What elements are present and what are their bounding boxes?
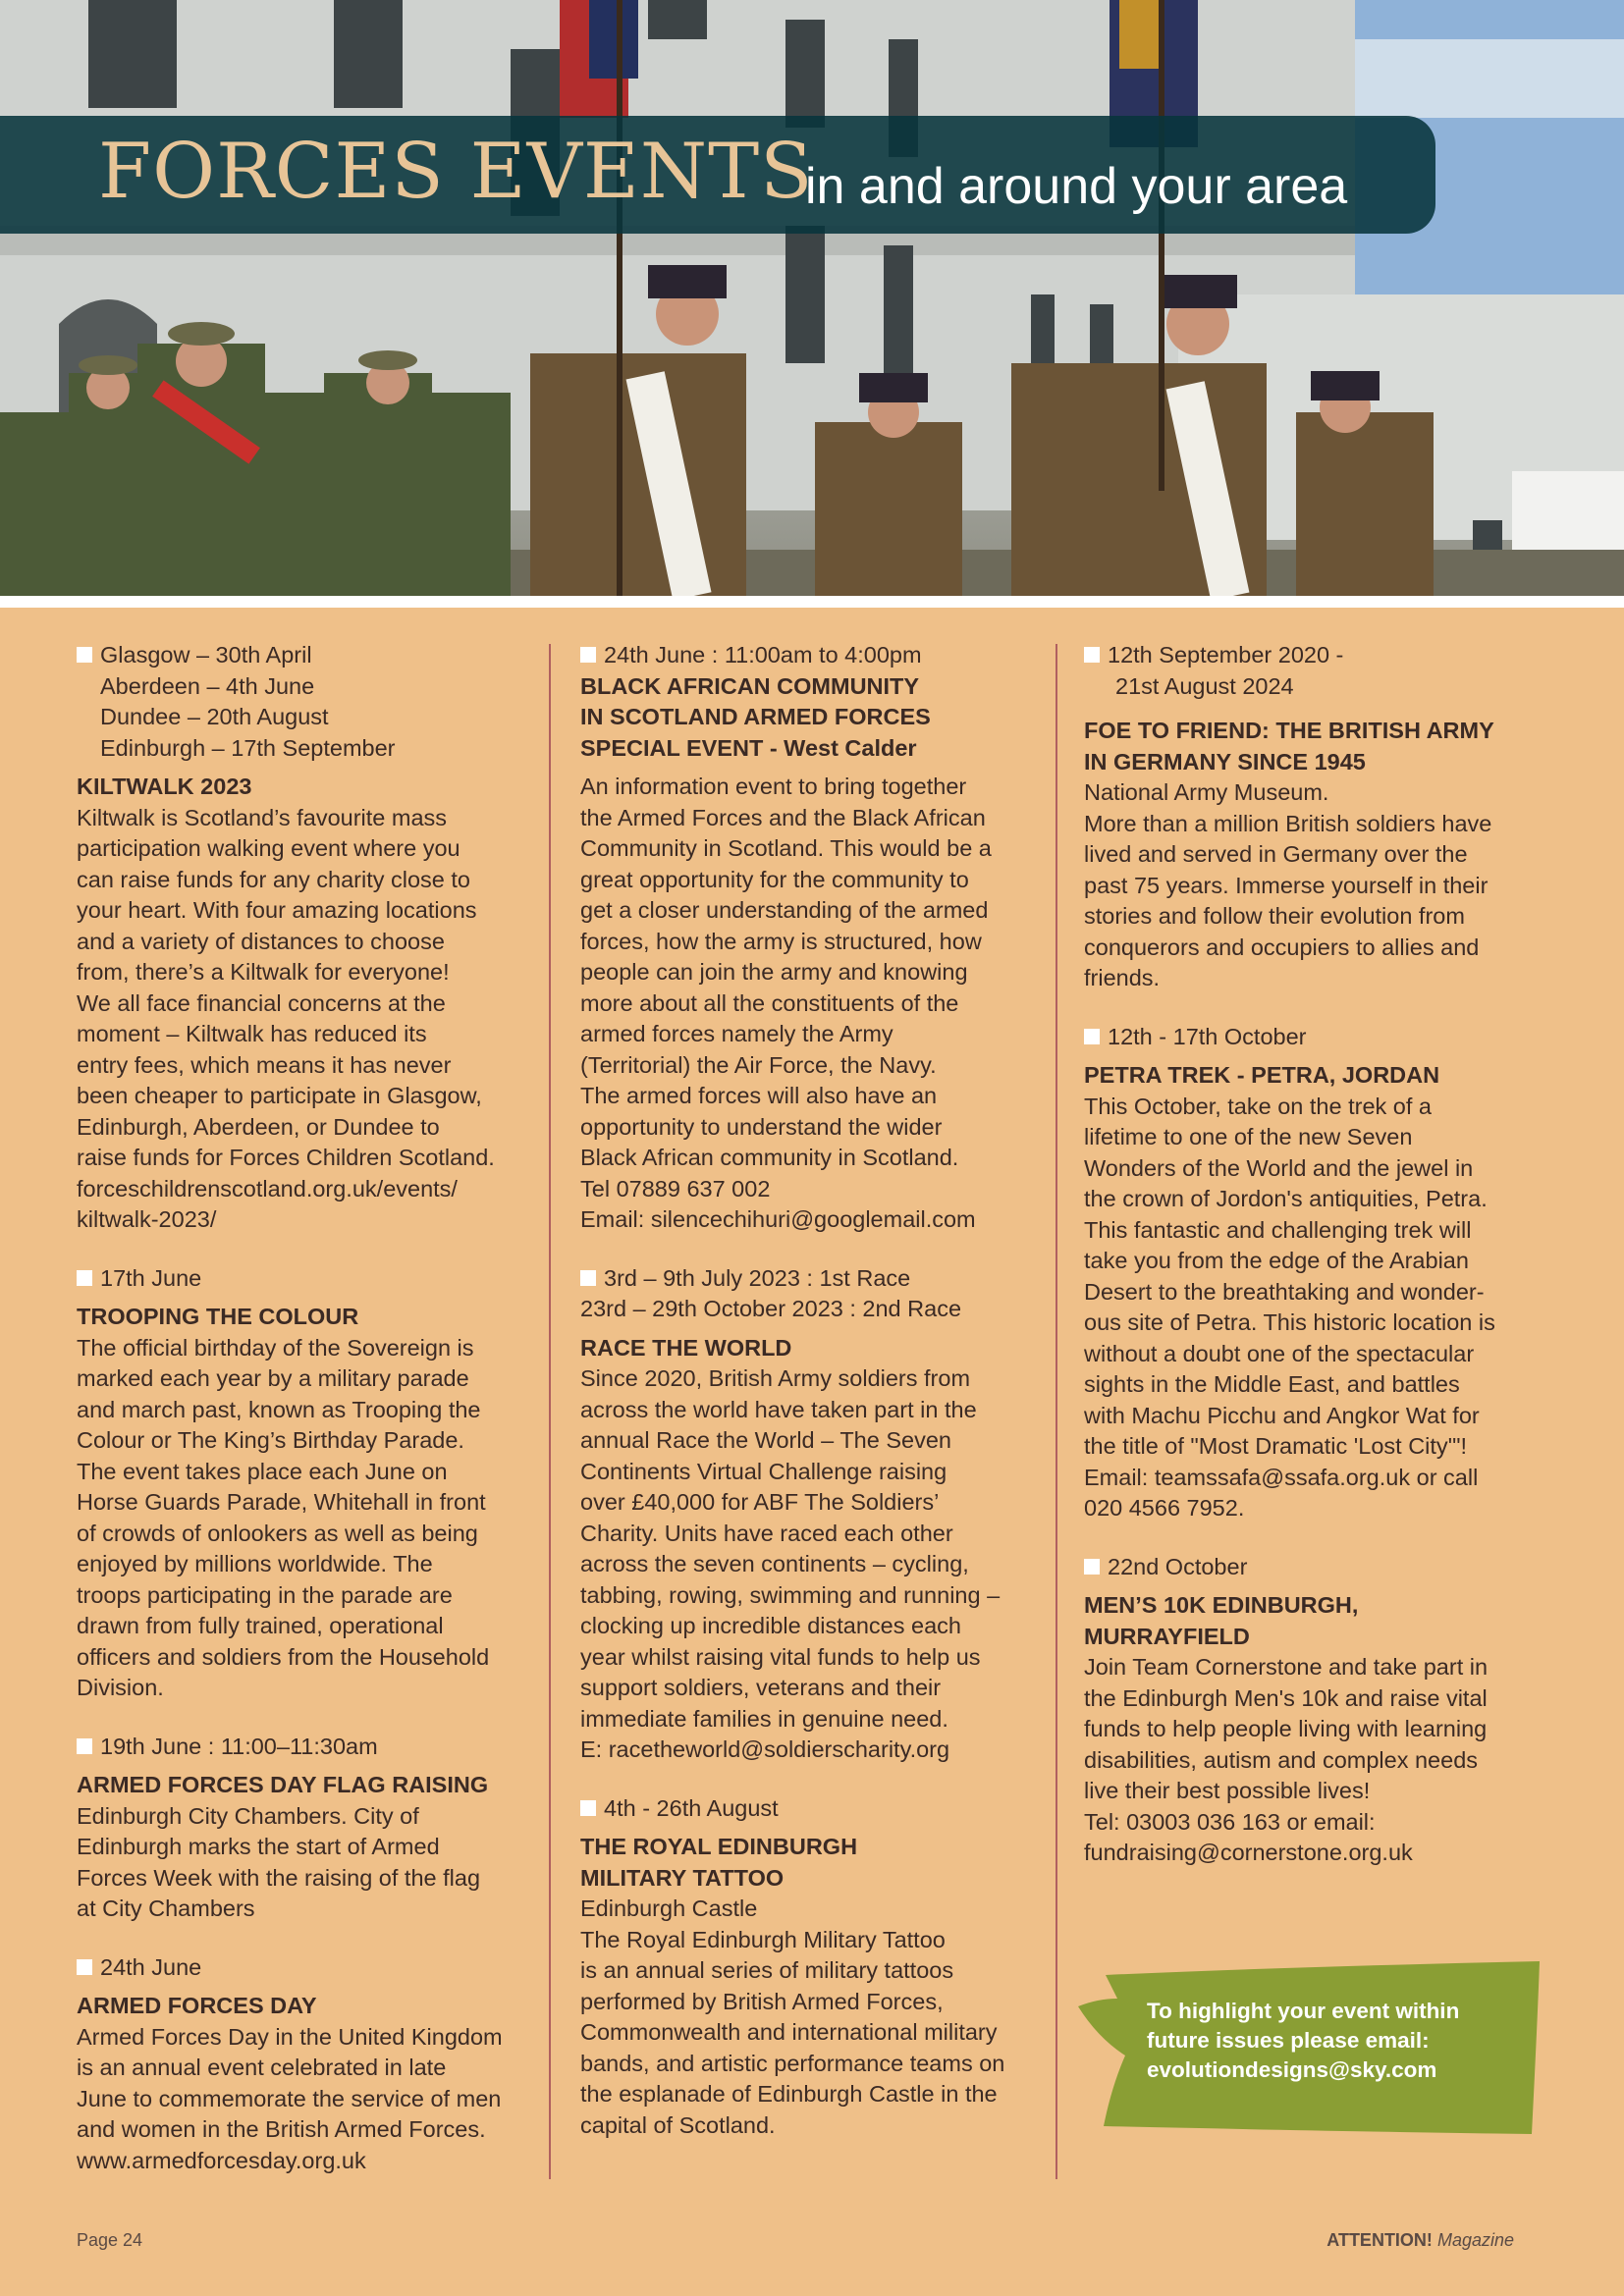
header-divider [0,596,1624,608]
event-date: 19th June : 11:00–11:30am [77,1732,538,1763]
event-date: 12th September 2020 - 21st August 2024 [1084,640,1545,702]
event-title: ARMED FORCES DAY [77,1993,317,2018]
event-title: THE ROYAL EDINBURGH MILITARY TATTOO [580,1834,858,1891]
events-column-1 [77,640,538,2204]
event-title: KILTWALK 2023 [77,774,252,799]
bullet-square-icon [1084,1029,1100,1044]
bullet-square-icon [1084,647,1100,663]
bullet-square-icon [77,1738,92,1754]
bullet-square-icon [580,1270,596,1286]
header-photo [0,0,1624,596]
event-description: Armed Forces Day in the United Kingdom is an annual event celebrated in late June to commemorate the service of men and women in the British Armed Forces. www.armedforcesday.org.uk [77,2022,538,2177]
event-date: Glasgow – 30th April Aberdeen – 4th June Dundee – 20th August Edinburgh – 17th September [77,640,538,764]
event-title: BLACK AFRICAN COMMUNITY IN SCOTLAND ARMED FORCES SPECIAL EVENT - West Calder [580,672,931,761]
event-description: Join Team Cornerstone and take part in the Edinburgh Men's 10k and raise vital funds to help people living with learning disabilities, autism and complex needs live their best possible lives! Tel: 03003 036 163 or email: fundraising@cornerstone.org.uk [1084,1652,1545,1869]
event-title: PETRA TREK - PETRA, JORDAN [1084,1062,1440,1088]
bullet-square-icon [77,1270,92,1286]
event-title: TROOPING THE COLOUR [77,1304,359,1329]
callout-message: To highlight your event within future issues please email: evolutiondesigns@sky.com [1147,1997,1520,2085]
event-description: Edinburgh City Chambers. City of Edinburgh marks the start of Armed Forces Week with the raising of the flag at City Chambers [77,1802,481,1921]
event-foe-to-friend [1084,640,1545,994]
event-military-tattoo [580,1793,1049,2142]
event-title: ARMED FORCES DAY FLAG RAISING [77,1772,489,1797]
event-link[interactable]: forceschildrenscotland.org.uk/events/ [77,1175,458,1201]
event-trooping-the-colour [77,1263,538,1704]
bullet-square-icon [77,647,92,663]
event-black-african-community [580,640,1049,1236]
event-date: 22nd October [1084,1552,1545,1583]
page-number: Page 24 [77,2230,143,2250]
event-email[interactable]: Email: silencechihuri@googlemail.com [580,1206,976,1232]
event-description: An information event to bring together the Armed Forces and the Black African Community in Scotland. This would be a great opportunity for the community to get a closer understanding of the armed forces, how the army is structured, how people can join the army and knowing more about all the constituents of the armed forces namely the Army (Territorial) the Air Force, the Navy. The armed forces will also have an opportunity to understand the wider Black African community in Scotland. Tel 07889 637 002 Email: silencechihuri@googlemail.com [580,772,1049,1236]
event-armed-forces-day [77,1952,538,2177]
event-date: 24th June : 11:00am to 4:00pm [580,640,1049,671]
column-divider [549,644,551,2179]
event-title: MEN’S 10K EDINBURGH, MURRAYFIELD [1084,1592,1359,1649]
event-mens-10k [1084,1552,1545,1869]
bullet-square-icon [77,1959,92,1975]
bullet-square-icon [1084,1559,1100,1575]
event-date: 12th - 17th October [1084,1022,1545,1053]
events-column-2 [580,640,1049,2168]
event-title: RACE THE WORLD [580,1334,792,1361]
column-divider [1056,644,1057,2179]
event-email[interactable]: fundraising@cornerstone.org.uk [1084,1840,1413,1865]
event-description: National Army Museum. More than a million British soldiers have lived and served in Germany over the past 75 years. Immerse yourself in their stories and follow their evolution from conquerors and occupiers to allies and friends. [1084,779,1492,990]
event-date: 3rd – 9th July 2023 : 1st Race [580,1263,1049,1295]
event-date: 17th June [77,1263,538,1295]
magazine-name: ATTENTION! Magazine [1326,2230,1514,2250]
bullet-square-icon [580,1800,596,1816]
callout-email[interactable]: evolutiondesigns@sky.com [1147,2057,1437,2082]
page-title: FORCES EVENTS [98,128,814,216]
events-column-3 [1084,640,1545,1896]
event-race-the-world [580,1263,1049,1766]
event-date: 4th - 26th August [580,1793,1049,1825]
bullet-square-icon [580,647,596,663]
event-link[interactable]: www.armedforcesday.org.uk [77,2147,366,2173]
event-title: FOE TO FRIEND: THE BRITISH ARMY IN GERMANY SINCE 1945 [1084,718,1494,774]
event-description: The official birthday of the Sovereign is marked each year by a military parade and march past, known as Trooping the Colour or The King’s Birthday Parade. The event takes place each June on Horse Guards Parade, Whitehall in front of crowds of onlookers as well as being enjoyed by millions worldwide. The troops participating in the parade are drawn from fully trained, operational officers and soldiers from the Household Division. [77,1334,490,1700]
event-description: Since 2020, British Army soldiers from across the world have taken part in the annual Race the World – The Seven Continents Virtual Challenge raising over £40,000 for ABF The Soldiers’ Charity. Units have raced each other across the seven continents – cycling, tabbing, rowing, swimming and running – clocking up incredible distances each year whilst raising vital funds to help us support soldiers, veterans and their immediate families in genuine need. E: racetheworld@soldierscharity.org [580,1363,1049,1766]
event-date: 24th June [77,1952,538,1984]
parade-photo-illustration [0,0,1624,596]
event-date-secondary: 23rd – 29th October 2023 : 2nd Race [580,1296,962,1321]
event-petra-trek [1084,1022,1545,1524]
event-flag-raising [77,1732,538,1925]
event-email[interactable]: Email: teamssafa@ssafa.org.uk or call [1084,1464,1479,1490]
event-link[interactable]: kiltwalk-2023/ [77,1206,217,1232]
event-description: Edinburgh Castle The Royal Edinburgh Military Tattoo is an annual series of military tattoos performed by British Armed Forces, Commonwealth and international military bands, and artistic performance teams on the esplanade of Edinburgh Castle in the capital of Scotland. [580,1896,1005,2138]
event-description: This October, take on the trek of a lifetime to one of the new Seven Wonders of the World and the jewel in the crown of Jordon's antiquities, Petra. This fantastic and challenging trek will take you from the edge of the Arabian Desert to the breathtaking and wonder- ous site of Petra. This historic location is without a doubt one of the spectacular sights in the Middle East, and battles with Machu Picchu and Angkor Wat for the title of "Most Dramatic 'Lost City'"! Email: teamssafa@ssafa.org.uk or call 020 4566 7952. [1084,1092,1545,1524]
event-description: Kiltwalk is Scotland’s favourite mass participation walking event where you can raise funds for any charity close to your heart. With four amazing locations and a variety of distances to choose from, there’s a Kiltwalk for everyone! We all face financial concerns at the moment – Kiltwalk has reduced its entry fees, which means it has never been cheaper to participate in Glasgow, Edinburgh, Aberdeen, or Dundee to raise funds for Forces Children Scotland. forceschildrenscotland.org.uk/events/ kiltwalk-2023/ [77,803,538,1236]
event-kiltwalk [77,640,538,1236]
event-email[interactable]: E: racetheworld@soldierscharity.org [580,1736,950,1762]
page-subtitle: in and around your area [805,158,1348,215]
